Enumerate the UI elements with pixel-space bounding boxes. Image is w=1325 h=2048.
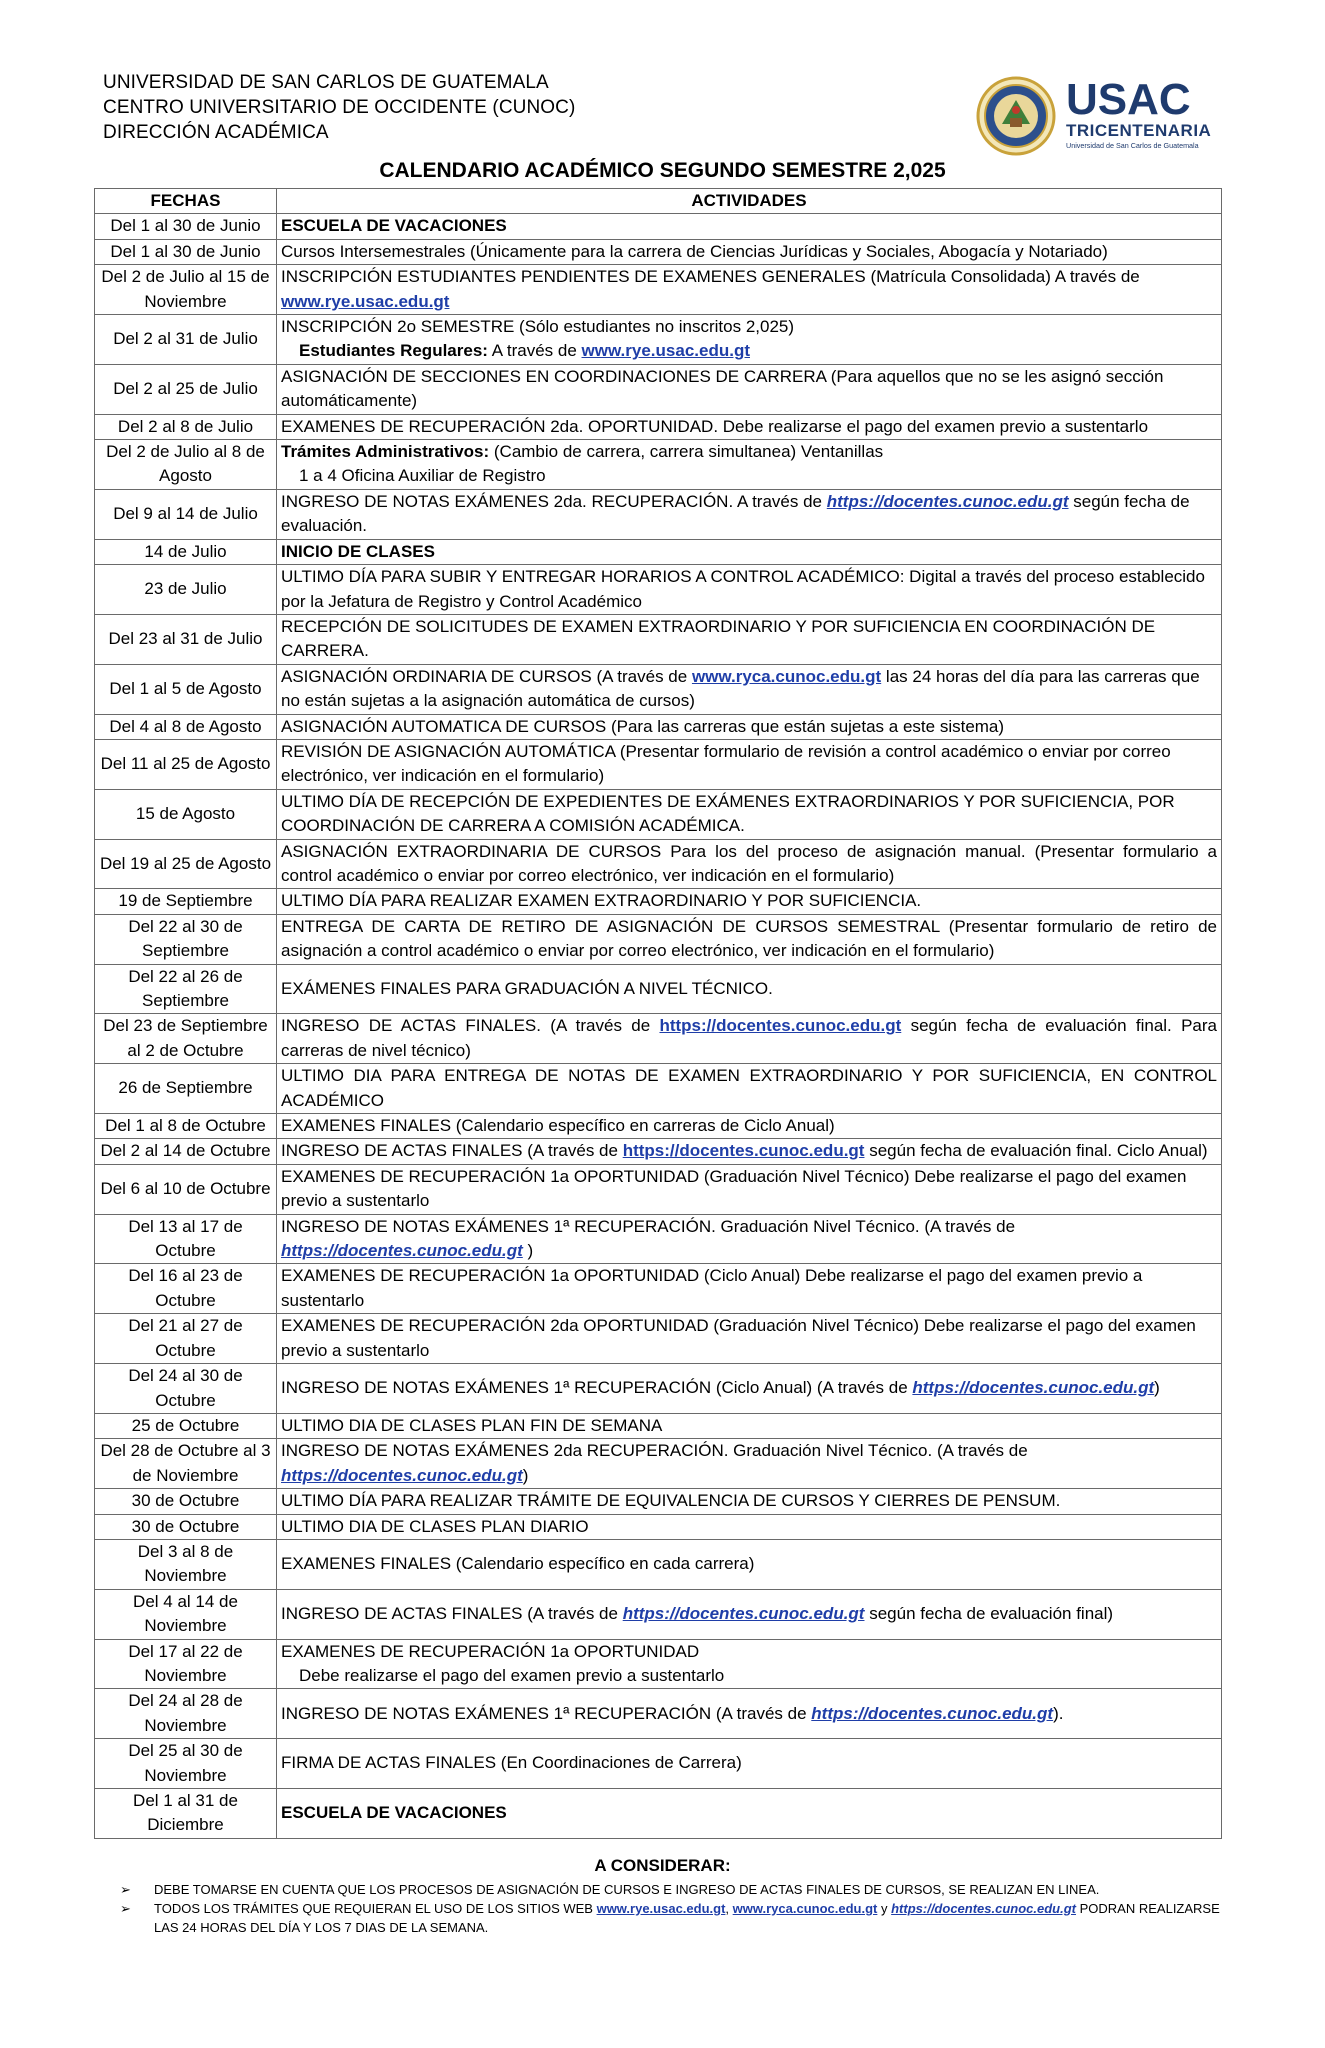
activity-link[interactable]: https://docentes.cunoc.edu.gt xyxy=(659,1016,902,1036)
department-name: DIRECCIÓN ACADÉMICA xyxy=(103,122,329,143)
table-row xyxy=(95,1489,1222,1514)
activity-text: ). xyxy=(1053,1703,1064,1723)
activity-text: ASIGNACIÓN ORDINARIA DE CURSOS (A través de xyxy=(281,666,692,686)
activity-text: ASIGNACIÓN AUTOMATICA DE CURSOS (Para las carreras que están sujetas a este sistema) xyxy=(281,716,1005,736)
row-date: 19 de Septiembre xyxy=(95,889,277,914)
activity-text: INGRESO DE NOTAS EXÁMENES 1ª RECUPERACIÓN (A través de xyxy=(281,1703,812,1723)
table-row xyxy=(95,739,1222,789)
usac-seal-icon xyxy=(976,74,1216,160)
row-activity xyxy=(277,1139,1222,1164)
bullet-arrow-icon: ➢ xyxy=(120,1882,131,1897)
row-activity xyxy=(277,1739,1222,1789)
activity-text: ) xyxy=(1154,1378,1160,1398)
table-row xyxy=(95,1314,1222,1364)
table-row xyxy=(95,1114,1222,1139)
table-row xyxy=(95,614,1222,664)
activity-text: ULTIMO DIA DE CLASES PLAN DIARIO xyxy=(281,1516,589,1536)
activity-text: INGRESO DE NOTAS EXÁMENES 1ª RECUPERACIÓN (Ciclo Anual) (A través de xyxy=(281,1378,913,1398)
table-header-row xyxy=(95,189,1222,214)
row-date: Del 24 al 28 de Noviembre xyxy=(95,1689,277,1739)
activity-text: ) xyxy=(522,1465,529,1485)
row-activity xyxy=(277,315,1222,365)
table-row xyxy=(95,489,1222,539)
activity-link[interactable]: www.rye.usac.edu.gt xyxy=(281,291,450,311)
center-name: CENTRO UNIVERSITARIO DE OCCIDENTE (CUNOC) xyxy=(103,97,576,118)
row-activity xyxy=(277,739,1222,789)
activity-text: las 24 horas del día para las carreras que no están sujetas a la asignación automática de cursos) xyxy=(281,666,1200,711)
row-date: Del 9 al 14 de Julio xyxy=(95,489,277,539)
row-activity xyxy=(277,565,1222,615)
row-date: Del 16 al 23 de Octubre xyxy=(95,1264,277,1314)
docentes-link[interactable]: https://docentes.cunoc.edu.gt xyxy=(891,1901,1077,1916)
table-row xyxy=(95,214,1222,239)
activity-text: Cursos Intersemestrales (Únicamente para la carrera de Ciencias Jurídicas y Sociales, Abogacía y Notariado) xyxy=(281,241,1108,261)
row-activity xyxy=(277,1639,1222,1689)
row-activity xyxy=(277,539,1222,564)
row-activity xyxy=(277,1589,1222,1639)
activity-text: EXAMENES FINALES (Calendario específico en cada carrera) xyxy=(281,1554,755,1574)
row-date: Del 24 al 30 de Octubre xyxy=(95,1364,277,1414)
activity-text: EXAMENES DE RECUPERACIÓN 2da. OPORTUNIDAD. Debe realizarse el pago del examen previo a sustentarlo xyxy=(281,416,1149,436)
row-activity xyxy=(277,789,1222,839)
row-activity xyxy=(277,839,1222,889)
usac-logo xyxy=(976,74,1216,160)
activity-text: EXAMENES FINALES (Calendario específico en carreras de Ciclo Anual) xyxy=(281,1116,835,1136)
activity-text: INGRESO DE ACTAS FINALES. (A través de xyxy=(281,1016,660,1036)
row-activity xyxy=(277,440,1222,490)
activity-text: ULTIMO DIA DE CLASES PLAN FIN DE SEMANA xyxy=(281,1415,663,1435)
row-date: Del 1 al 31 de Diciembre xyxy=(95,1789,277,1839)
row-activity xyxy=(277,1214,1222,1264)
activity-text-bold: ESCUELA DE VACACIONES xyxy=(281,1803,507,1823)
table-row xyxy=(95,964,1222,1014)
activity-text-bold: INICIO DE CLASES xyxy=(281,541,435,561)
row-date: 15 de Agosto xyxy=(95,789,277,839)
row-date: Del 6 al 10 de Octubre xyxy=(95,1164,277,1214)
row-date: Del 2 al 14 de Octubre xyxy=(95,1139,277,1164)
activity-text: ULTIMO DIA PARA ENTREGA DE NOTAS DE EXAMEN EXTRAORDINARIO Y POR SUFICIENCIA, EN CONTROL ACADÉMICO xyxy=(281,1066,1217,1110)
table-row xyxy=(95,664,1222,714)
table-row xyxy=(95,1413,1222,1438)
table-row xyxy=(95,239,1222,264)
rye-link[interactable]: www.rye.usac.edu.gt xyxy=(596,1901,726,1916)
row-date: Del 23 de Septiembre al 2 de Octubre xyxy=(95,1014,277,1064)
table-row xyxy=(95,440,1222,490)
activity-text: Debe realizarse el pago del examen previo a sustentarlo xyxy=(299,1665,725,1685)
row-date: Del 21 al 27 de Octubre xyxy=(95,1314,277,1364)
activity-text: RECEPCIÓN DE SOLICITUDES DE EXAMEN EXTRAORDINARIO Y POR SUFICIENCIA EN COORDINACIÓN DE CARRERA. xyxy=(281,616,1156,661)
activity-text: según fecha de evaluación final. Para carreras de nivel técnico) xyxy=(281,1016,1217,1060)
table-row xyxy=(95,1439,1222,1489)
bullet-arrow-icon: ➢ xyxy=(120,1901,131,1916)
calendar-rows xyxy=(95,214,1222,1838)
row-activity xyxy=(277,889,1222,914)
table-row xyxy=(95,315,1222,365)
activity-text: INGRESO DE NOTAS EXÁMENES 2da. RECUPERACIÓN. A través de xyxy=(281,491,827,511)
row-date: Del 2 al 25 de Julio xyxy=(95,364,277,414)
university-name: UNIVERSIDAD DE SAN CARLOS DE GUATEMALA xyxy=(103,72,549,93)
table-row xyxy=(95,265,1222,315)
row-date: 26 de Septiembre xyxy=(95,1064,277,1114)
considerations-list xyxy=(120,1880,1226,1937)
activity-text-bold: Trámites Administrativos: xyxy=(281,442,490,462)
activity-text: EXAMENES DE RECUPERACIÓN 1a OPORTUNIDAD (Ciclo Anual) Debe realizarse el pago del examen previo a sustentarlo xyxy=(281,1266,1143,1310)
row-date: Del 19 al 25 de Agosto xyxy=(95,839,277,889)
activity-text: ULTIMO DÍA DE RECEPCIÓN DE EXPEDIENTES DE EXÁMENES EXTRAORDINARIOS Y POR SUFICIENCIA, POR COORDINACIÓN DE CARRERA A COMISIÓN ACADÉMICA. xyxy=(281,791,1175,836)
row-activity xyxy=(277,214,1222,239)
row-activity xyxy=(277,414,1222,439)
activity-text: ASIGNACIÓN DE SECCIONES EN COORDINACIONES DE CARRERA (Para aquellos que no se les asignó sección automáticamente) xyxy=(281,366,1164,411)
row-activity xyxy=(277,1064,1222,1114)
row-date: Del 3 al 8 de Noviembre xyxy=(95,1539,277,1589)
activity-text: REVISIÓN DE ASIGNACIÓN AUTOMÁTICA (Presentar formulario de revisión a control académico o enviar por correo electrónico, ver indicación en el formulario) xyxy=(281,741,1171,786)
activity-text: INSCRIPCIÓN ESTUDIANTES PENDIENTES DE EXAMENES GENERALES (Matrícula Consolidada) A través de xyxy=(281,267,1140,287)
academic-calendar-table xyxy=(94,188,1222,1839)
table-row xyxy=(95,414,1222,439)
activity-text: INGRESO DE NOTAS EXÁMENES 1ª RECUPERACIÓN. Graduación Nivel Técnico. (A través de xyxy=(281,1216,1016,1236)
row-date: Del 25 al 30 de Noviembre xyxy=(95,1739,277,1789)
row-date: Del 4 al 14 de Noviembre xyxy=(95,1589,277,1639)
row-date: Del 1 al 5 de Agosto xyxy=(95,664,277,714)
activity-link[interactable]: https://docentes.cunoc.edu.gt xyxy=(281,1465,523,1485)
activity-text: ULTIMO DÍA PARA REALIZAR EXAMEN EXTRAORDINARIO Y POR SUFICIENCIA. xyxy=(281,891,922,911)
activity-link[interactable]: www.ryca.cunoc.edu.gt xyxy=(691,666,882,686)
activity-text: INGRESO DE NOTAS EXÁMENES 2da RECUPERACIÓN. Graduación Nivel Técnico. (A través de xyxy=(281,1441,1028,1461)
activity-link[interactable]: https://docentes.cunoc.edu.gt xyxy=(622,1141,865,1161)
table-row xyxy=(95,1739,1222,1789)
row-date: Del 2 de Julio al 8 de Agosto xyxy=(95,440,277,490)
row-date: Del 17 al 22 de Noviembre xyxy=(95,1639,277,1689)
row-activity xyxy=(277,1439,1222,1489)
activity-text: INGRESO DE ACTAS FINALES (A través de xyxy=(281,1141,623,1161)
note-text: TODOS LOS TRÁMITES QUE REQUIERAN EL USO DE LOS SITIOS WEB xyxy=(154,1901,597,1916)
row-date: 30 de Octubre xyxy=(95,1514,277,1539)
row-activity xyxy=(277,1789,1222,1839)
institution-header xyxy=(103,70,575,145)
activity-link[interactable]: https://docentes.cunoc.edu.gt xyxy=(912,1378,1155,1398)
table-row xyxy=(95,364,1222,414)
document-title: CALENDARIO ACADÉMICO SEGUNDO SEMESTRE 2,025 xyxy=(379,159,946,182)
row-date: Del 11 al 25 de Agosto xyxy=(95,739,277,789)
table-row xyxy=(95,1789,1222,1839)
table-row xyxy=(95,714,1222,739)
row-activity xyxy=(277,1164,1222,1214)
dates-column-header: FECHAS xyxy=(95,189,277,214)
activity-text: ULTIMO DÍA PARA REALIZAR TRÁMITE DE EQUIVALENCIA DE CURSOS Y CIERRES DE PENSUM. xyxy=(281,1491,1061,1511)
row-date: Del 2 de Julio al 15 de Noviembre xyxy=(95,265,277,315)
activity-text: EXAMENES DE RECUPERACIÓN 1a OPORTUNIDAD xyxy=(281,1641,700,1661)
row-activity xyxy=(277,1514,1222,1539)
activity-text: ULTIMO DÍA PARA SUBIR Y ENTREGAR HORARIOS A CONTROL ACADÉMICO: Digital a través del proceso establecido por la Jefatura de Registro y Control Académico xyxy=(281,567,1205,611)
row-date: Del 23 al 31 de Julio xyxy=(95,614,277,664)
activity-text: EXAMENES DE RECUPERACIÓN 1a OPORTUNIDAD (Graduación Nivel Técnico) Debe realizarse el pago del examen previo a sustentarlo xyxy=(281,1166,1187,1211)
activity-text: ) xyxy=(522,1241,534,1261)
row-activity xyxy=(277,1413,1222,1438)
row-activity xyxy=(277,1314,1222,1364)
activity-text: INSCRIPCIÓN 2o SEMESTRE (Sólo estudiantes no inscritos 2,025) xyxy=(281,317,795,337)
activity-text-bold: ESCUELA DE VACACIONES xyxy=(281,216,507,236)
activity-link[interactable]: https://docentes.cunoc.edu.gt xyxy=(281,1241,523,1261)
ryca-link[interactable]: www.ryca.cunoc.edu.gt xyxy=(732,1901,878,1916)
table-row xyxy=(95,1264,1222,1314)
activity-text: (Cambio de carrera, carrera simultanea) Ventanillas xyxy=(489,442,884,462)
row-activity xyxy=(277,664,1222,714)
row-date: Del 1 al 8 de Octubre xyxy=(95,1114,277,1139)
table-row xyxy=(95,1639,1222,1689)
row-date: Del 22 al 30 de Septiembre xyxy=(95,914,277,964)
row-date: Del 1 al 30 de Junio xyxy=(95,239,277,264)
table-row xyxy=(95,914,1222,964)
row-date: Del 13 al 17 de Octubre xyxy=(95,1214,277,1264)
table-row xyxy=(95,1014,1222,1064)
row-date: Del 2 al 31 de Julio xyxy=(95,315,277,365)
activity-link[interactable]: https://docentes.cunoc.edu.gt xyxy=(826,491,1069,511)
activity-text: A través de xyxy=(487,341,582,361)
activity-link[interactable]: https://docentes.cunoc.edu.gt xyxy=(622,1603,865,1623)
table-row xyxy=(95,1064,1222,1114)
table-row xyxy=(95,1589,1222,1639)
row-activity xyxy=(277,964,1222,1014)
table-row xyxy=(95,565,1222,615)
row-activity xyxy=(277,1364,1222,1414)
activity-text: FIRMA DE ACTAS FINALES (En Coordinaciones de Carrera) xyxy=(281,1753,742,1773)
row-date: 25 de Octubre xyxy=(95,1413,277,1438)
consideration-note xyxy=(120,1880,1226,1899)
row-activity xyxy=(277,1489,1222,1514)
table-row xyxy=(95,1539,1222,1589)
table-row xyxy=(95,539,1222,564)
activity-text: ENTREGA DE CARTA DE RETIRO DE ASIGNACIÓN DE CURSOS SEMESTRAL (Presentar formulario de retiro de asignación a control académico o enviar por correo electrónico, ver indicación en el formulario) xyxy=(281,916,1217,961)
activities-column-header: ACTIVIDADES xyxy=(277,189,1222,214)
table-row xyxy=(95,1689,1222,1739)
row-activity xyxy=(277,1114,1222,1139)
consideration-note xyxy=(120,1899,1226,1937)
activity-link[interactable]: https://docentes.cunoc.edu.gt xyxy=(811,1703,1054,1723)
activity-text-bold: Estudiantes Regulares: xyxy=(299,341,488,361)
activity-text: según fecha de evaluación final. Ciclo Anual) xyxy=(864,1141,1208,1161)
activity-text: según fecha de evaluación. xyxy=(281,491,1190,536)
svg-text:TRICENTENARIA: TRICENTENARIA xyxy=(1066,121,1212,140)
row-activity xyxy=(277,489,1222,539)
activity-text: EXAMENES DE RECUPERACIÓN 2da OPORTUNIDAD (Graduación Nivel Técnico) Debe realizarse el pago del examen previo a sustentarlo xyxy=(281,1316,1196,1360)
activity-text: EXÁMENES FINALES PARA GRADUACIÓN A NIVEL TÉCNICO. xyxy=(281,978,773,998)
row-date: Del 28 de Octubre al 3 de Noviembre xyxy=(95,1439,277,1489)
svg-text:Universidad de San Carlos de G: Universidad de San Carlos de Guatemala xyxy=(1066,141,1199,150)
row-date: Del 1 al 30 de Junio xyxy=(95,214,277,239)
row-activity xyxy=(277,1539,1222,1589)
row-date: Del 4 al 8 de Agosto xyxy=(95,714,277,739)
table-row xyxy=(95,889,1222,914)
row-activity xyxy=(277,614,1222,664)
table-row xyxy=(95,1139,1222,1164)
row-activity xyxy=(277,714,1222,739)
row-activity xyxy=(277,265,1222,315)
activity-text: según fecha de evaluación final) xyxy=(864,1603,1114,1623)
row-activity xyxy=(277,1014,1222,1064)
table-row xyxy=(95,1164,1222,1214)
svg-text:USAC: USAC xyxy=(1066,75,1191,124)
row-activity xyxy=(277,364,1222,414)
row-activity xyxy=(277,1264,1222,1314)
table-row xyxy=(95,839,1222,889)
row-date: Del 2 al 8 de Julio xyxy=(95,414,277,439)
row-activity xyxy=(277,239,1222,264)
row-activity xyxy=(277,1689,1222,1739)
table-row xyxy=(95,1214,1222,1264)
table-row xyxy=(95,1364,1222,1414)
considerations-title: A CONSIDERAR: xyxy=(594,1856,731,1875)
row-date: Del 22 al 26 de Septiembre xyxy=(95,964,277,1014)
table-row xyxy=(95,789,1222,839)
row-date: 14 de Julio xyxy=(95,539,277,564)
note-separator: , xyxy=(725,1901,733,1916)
row-date: 30 de Octubre xyxy=(95,1489,277,1514)
row-activity xyxy=(277,914,1222,964)
activity-text: 1 a 4 Oficina Auxiliar de Registro xyxy=(299,466,546,486)
note-text: PODRAN REALIZARSE LAS 24 HORAS DEL DÍA Y LOS 7 DIAS DE LA SEMANA. xyxy=(154,1901,1220,1935)
note-separator: y xyxy=(877,1901,892,1916)
note-text: DEBE TOMARSE EN CUENTA QUE LOS PROCESOS DE ASIGNACIÓN DE CURSOS E INGRESO DE ACTAS FINALES DE CURSOS, SE REALIZAN EN LINEA. xyxy=(154,1882,1100,1897)
table-row xyxy=(95,1514,1222,1539)
activity-text: INGRESO DE ACTAS FINALES (A través de xyxy=(281,1603,623,1623)
activity-link[interactable]: www.rye.usac.edu.gt xyxy=(581,341,750,361)
row-date: 23 de Julio xyxy=(95,565,277,615)
activity-text: ASIGNACIÓN EXTRAORDINARIA DE CURSOS Para los del proceso de asignación manual. (Presentar formulario a control académico o enviar por correo electrónico, ver indicación en el formulario) xyxy=(281,841,1217,885)
